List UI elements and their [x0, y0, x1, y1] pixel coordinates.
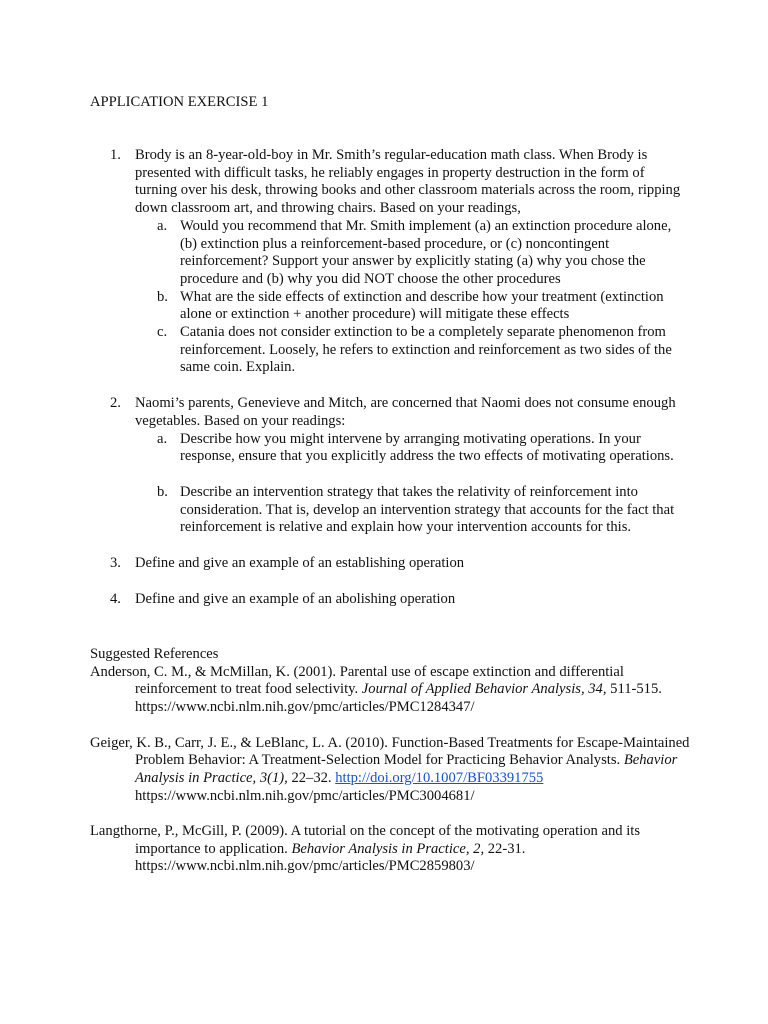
references-section [90, 646, 690, 876]
sub-question-list [135, 431, 690, 538]
references-heading: Suggested References [90, 646, 219, 662]
sub-question-text: Describe how you might intervene by arranging motivating operations. In your response, ensure that you explicitly address the two effects of motivating operations. [180, 430, 674, 465]
sub-question-letter: a. [157, 430, 168, 447]
reference-pages: 22–32. [287, 769, 336, 786]
spacer [90, 377, 690, 395]
reference-journal: Behavior Analysis in Practice, 3(1), [135, 752, 678, 786]
question-3 [90, 555, 690, 573]
question-list [90, 147, 690, 608]
sub-question-text: Would you recommend that Mr. Smith implement (a) an extinction procedure alone, (b) extinction plus a reinforcement-based procedure, or (c) noncontingent reinforcement? Support your answer by explicitly stating (a) why you chose the procedure and (b) why you did NOT choose the other procedures [180, 217, 672, 287]
reference-authors-title: Langthorne, P., McGill, P. (2009). A tutorial on the concept of the motivating operation and its importance to application. [90, 823, 641, 857]
doi-link[interactable]: http://doi.org/10.1007/BF03391755 [335, 769, 544, 786]
question-text: Define and give an example of an abolishing operation [135, 590, 456, 607]
sub-question-list [135, 218, 690, 377]
sub-question-1a [135, 218, 690, 289]
reference-journal: Journal of Applied Behavior Analysis, 34, [361, 681, 607, 698]
sub-question-letter: a. [157, 217, 168, 234]
reference-item [90, 664, 690, 717]
sub-question-text: What are the side effects of extinction and describe how your treatment (extinction alone or extinction + another procedure) will mitigate these effects [180, 288, 664, 323]
question-4 [90, 591, 690, 609]
spacer [90, 537, 690, 555]
question-1 [90, 147, 690, 377]
spacer [90, 573, 690, 591]
sub-question-2a [135, 431, 690, 466]
sub-question-letter: b. [157, 288, 168, 305]
sub-question-1c [135, 324, 690, 377]
sub-question-2b [135, 484, 690, 537]
sub-question-text: Catania does not consider extinction to be a completely separate phenomenon from reinforcement. Loosely, he refers to extinction and reinforcement as two sides of the same coin. Explain. [180, 324, 672, 376]
question-text: Naomi’s parents, Genevieve and Mitch, are concerned that Naomi does not consume enough vegetables. Based on your readings: [135, 395, 676, 429]
reference-pages-url: 22-31. https://www.ncbi.nlm.nih.gov/pmc/articles/PMC2859803/ [135, 840, 526, 875]
spacer [135, 466, 690, 484]
reference-journal: Behavior Analysis in Practice, 2, [291, 840, 485, 857]
reference-url: https://www.ncbi.nlm.nih.gov/pmc/articles/PMC3004681/ [135, 787, 475, 804]
sub-question-text: Describe an intervention strategy that takes the relativity of reinforcement into consideration. That is, develop an intervention strategy that accounts for the fact that reinforcement is relative and explain how your intervention accounts for this. [180, 483, 675, 536]
reference-pages-url: 511-515. https://www.ncbi.nlm.nih.gov/pmc/articles/PMC1284347/ [135, 681, 662, 716]
question-number: 1. [110, 147, 121, 163]
question-number: 3. [110, 555, 121, 572]
reference-item [90, 823, 690, 876]
page-title: APPLICATION EXERCISE 1 [90, 94, 269, 110]
question-2 [90, 395, 690, 537]
reference-item [90, 735, 690, 806]
reference-authors-title: Geiger, K. B., Carr, J. E., & LeBlanc, L. A. (2010). Function-Based Treatments for Escape-Maintained Problem Behavior: A Treatment-Selection Model for Practicing Behavior Analysts. [90, 734, 690, 769]
question-number: 4. [110, 590, 121, 607]
reference-authors-title: Anderson, C. M., & McMillan, K. (2001). Parental use of escape extinction and differential reinforcement to treat food selectivity. [90, 663, 624, 698]
question-text: Define and give an example of an establishing operation [135, 555, 465, 572]
question-text: Brody is an 8-year-old-boy in Mr. Smith’s regular-education math class. When Brody is presented with difficult tasks, he reliably engages in property destruction in the form of turning over his desk, throwing books and other classroom materials across the room, ripping down classroom art, and throwing chairs. Based on your readings, [135, 147, 681, 217]
sub-question-letter: b. [157, 483, 168, 500]
sub-question-1b [135, 289, 690, 324]
question-number: 2. [110, 395, 121, 412]
sub-question-letter: c. [157, 324, 168, 341]
